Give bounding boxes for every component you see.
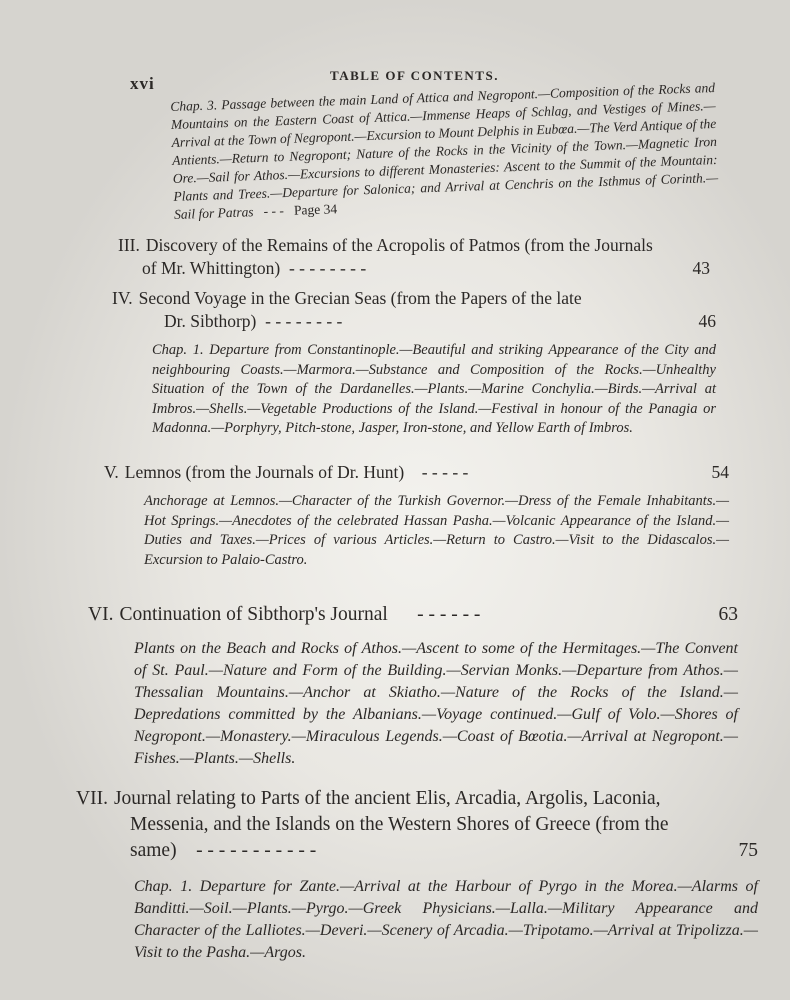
entry-title-line: same) (130, 840, 177, 861)
entry-leader: - - - - - - (417, 604, 481, 625)
entry-title (112, 287, 716, 333)
chap3-leader: - - - (263, 203, 285, 219)
entry-title-line: Discovery of the Remains of the Acropolis of Patmos (from the Journals (145, 235, 653, 255)
entry-summary: Chap. 1. Departure for Zante.—Arrival at the Harbour of Pyrgo in the Morea.—Alarms of Banditti.—Soil.—Plants.—Pyrgo.—Greek Physicians.—Lalla.—Military Appearance and Character of the Lalliotes.—Deveri.—Scenery of Arcadia.—Tripotamo.—Arrival at Tripolizza.—Visit to the Pasha.—Argos. (134, 878, 758, 961)
entry-numeral: V. (104, 462, 119, 482)
entry-numeral: VI. (88, 604, 114, 625)
entry-numeral: IV. (112, 288, 133, 308)
entry-title-continuation (112, 310, 716, 333)
entry-page-ref: 46 (698, 311, 716, 331)
entry-title-continuation: Messenia, and the Islands on the Western Shores of Greece (from the (130, 814, 669, 835)
entry-title-line: of Mr. Whittington) (142, 258, 281, 278)
entry-leader: - - - - - - - - (288, 258, 367, 278)
entry-title-line: Continuation of Sibthorp's Journal (119, 604, 388, 625)
entry-title (88, 602, 738, 628)
entry-title-line: Journal relating to Parts of the ancient Elis, Arcadia, Argolis, Laconia, (113, 788, 661, 809)
entry-numeral: VII. (76, 788, 108, 809)
entry-title-continuation (76, 838, 758, 864)
toc-entry-vi (88, 602, 738, 770)
toc-entry-vii (76, 786, 758, 964)
entry-page-ref: 43 (692, 258, 710, 278)
entry-title-line: Second Voyage in the Grecian Seas (from the Papers of the late (138, 288, 582, 308)
entry-leader: - - - - - - - - (265, 311, 343, 331)
entry-title (104, 461, 729, 484)
entry-page-ref: 63 (718, 604, 738, 625)
entry-leader: - - - - - (421, 462, 469, 482)
chap3-summary (170, 79, 719, 224)
page-number: xvi (130, 74, 155, 93)
entry-title (118, 234, 710, 280)
entry-title-continuation (118, 257, 710, 280)
toc-entry-v (104, 461, 729, 570)
entry-summary: Chap. 1. Departure from Constantinople.—Beautiful and striking Appearance of the City and neighbouring Coasts.—Marmora.—Substance and Composition of the Rocks.—Unhealthy Situation of the Town of the Dardanelles.—Plants.—Marine Conchylia.—Birds.—Arrival at Imbros.—Shells.—Vegetable Productions of the Island.—Festival in honour of the Panagia or Madonna.—Porphyry, Pitch-stone, Jasper, Iron-stone, and Yellow Earth of Imbros. (152, 342, 716, 436)
toc-entry-iii (118, 234, 710, 280)
entry-title-line: Lemnos (from the Journals of Dr. Hunt) (124, 462, 405, 482)
chap3-summary-text: Chap. 3. Passage between the main Land of Attica and Negropont.—Composition of the Rocks and Mountains on the Eastern Coast of Attica.—Immense Heaps of Schlag, and Vestiges of Mines.—Arrival at the Town of Negropont.—Excursion to Mount Delphis in Eubœa.—The Verd Antique of the Antients.—Return to Negropont; Nature of the Rocks in the Vicinity of the Town.—Magnetic Iron Ore.—Sail for Athos.—Excursions to different Monasteries: Ascent to the Summit of the Mountain: Plants and Trees.—Departure for Salonica; and Arrival at Cenchris on the Isthmus of Corinth.—Sail for Patras (170, 79, 719, 222)
entry-page-ref: 75 (738, 840, 758, 861)
entry-title (76, 786, 758, 864)
toc-entry-iv (112, 287, 716, 439)
entry-title-line: Dr. Sibthorp) (164, 311, 257, 331)
entry-page-ref: 54 (711, 462, 729, 482)
entry-leader: - - - - - - - - - - - (196, 840, 317, 861)
entry-summary: Plants on the Beach and Rocks of Athos.—Ascent to some of the Hermitages.—The Convent of St. Paul.—Nature and Form of the Building.—Servian Monks.—Departure from Athos.—Thessalian Mountains.—Anchor at Skiatho.—Nature of the Rocks of the Island.—Depredations committed by the Albanians.—Voyage continued.—Gulf of Volo.—Shores of Negropont.—Monastery.—Miraculous Legends.—Coast of Bœotia.—Arrival at Negropont.—Fishes.—Plants.—Shells. (134, 640, 738, 767)
chap3-summary-block (170, 79, 719, 224)
entry-summary: Anchorage at Lemnos.—Character of the Turkish Governor.—Dress of the Female Inhabitants.—Hot Springs.—Anecdotes of the celebrated Hassan Pasha.—Volcanic Appearance of the Island.—Duties and Taxes.—Prices of various Articles.—Return to Castro.—Visit to the Didascalos.—Excursion to Palaio-Castro. (144, 493, 729, 568)
running-title: TABLE OF CONTENTS. (330, 68, 499, 83)
entry-numeral: III. (118, 235, 140, 255)
chap3-page-ref: Page 34 (293, 201, 338, 218)
